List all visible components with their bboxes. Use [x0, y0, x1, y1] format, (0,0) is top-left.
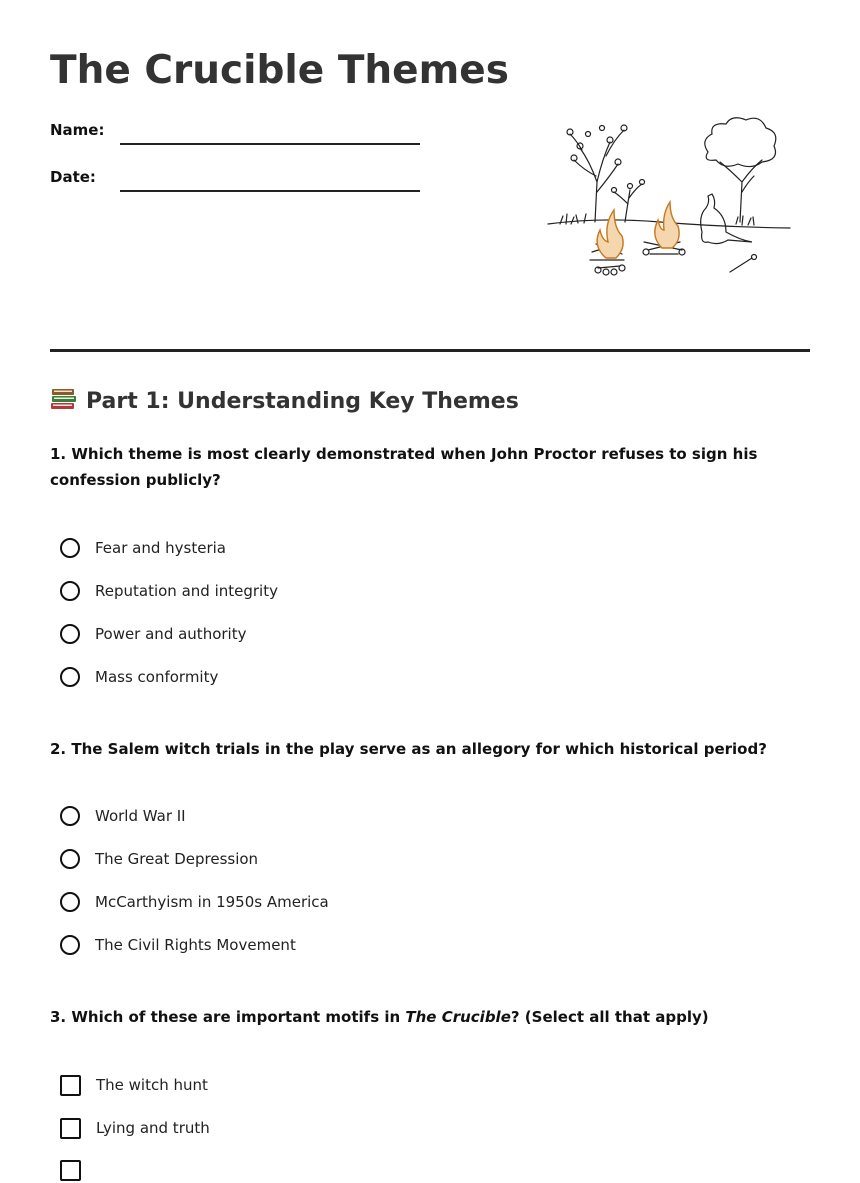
left-tree-leaves: [567, 125, 627, 165]
radio-button[interactable]: [60, 849, 80, 869]
name-field[interactable]: [120, 143, 420, 145]
section-title-part1: [50, 386, 519, 414]
campfire-trees-kangaroo-illustration: [540, 112, 796, 282]
radio-button[interactable]: [60, 581, 80, 601]
radio-button[interactable]: [60, 806, 80, 826]
q2-option-2[interactable]: [60, 846, 258, 872]
header-divider: [50, 349, 810, 352]
q3-option-2-label: Lying and truth: [96, 1119, 210, 1137]
right-tree-canopy: [705, 118, 776, 167]
right-tree: [720, 160, 762, 222]
date-field[interactable]: [120, 190, 420, 192]
flame-left: [597, 210, 623, 258]
question-2: [50, 736, 810, 762]
q1-option-2[interactable]: [60, 578, 278, 604]
q1-option-3-label: Power and authority: [95, 625, 247, 643]
radio-button[interactable]: [60, 538, 80, 558]
q3-option-1[interactable]: [60, 1072, 208, 1098]
radio-button[interactable]: [60, 892, 80, 912]
name-label: Name:: [50, 121, 105, 139]
middle-shrub: [614, 184, 642, 222]
q2-option-4-label: The Civil Rights Movement: [95, 936, 296, 954]
q1-option-4-label: Mass conformity: [95, 668, 219, 686]
q2-option-3[interactable]: [60, 889, 329, 915]
question-2-text: The Salem witch trials in the play serve as an allegory for which historical period?: [71, 740, 767, 758]
question-2-number: 2.: [50, 740, 67, 758]
flame-right: [655, 202, 679, 248]
page-title: The Crucible Themes: [50, 48, 509, 93]
q1-option-2-label: Reputation and integrity: [95, 582, 278, 600]
q2-option-1[interactable]: [60, 803, 186, 829]
roasting-stick: [730, 258, 752, 272]
radio-button[interactable]: [60, 624, 80, 644]
question-3-number: 3.: [50, 1008, 67, 1026]
q1-option-1-label: Fear and hysteria: [95, 539, 226, 557]
question-3-text-after: ? (Select all that apply): [510, 1008, 709, 1026]
question-1: [50, 441, 810, 493]
question-3-text-before: Which of these are important motifs in: [71, 1008, 406, 1026]
q3-option-1-label: The witch hunt: [96, 1076, 208, 1094]
q2-option-3-label: McCarthyism in 1950s America: [95, 893, 329, 911]
checkbox[interactable]: [60, 1160, 81, 1181]
section-title-text: Part 1: Understanding Key Themes: [86, 389, 519, 414]
q1-option-4[interactable]: [60, 664, 218, 690]
q1-option-1[interactable]: [60, 535, 226, 561]
marshmallow: [752, 255, 757, 260]
books-icon: [50, 386, 78, 412]
date-label: Date:: [50, 168, 96, 186]
checkbox[interactable]: [60, 1118, 81, 1139]
kangaroo-body: [701, 194, 752, 244]
q3-option-2[interactable]: [60, 1115, 210, 1141]
question-3: [50, 1004, 810, 1030]
radio-button[interactable]: [60, 935, 80, 955]
q2-option-2-label: The Great Depression: [95, 850, 259, 868]
question-3-book-title: The Crucible: [405, 1008, 511, 1026]
question-1-text: Which theme is most clearly demonstrated when John Proctor refuses to sign his confession publicly?: [50, 445, 758, 489]
radio-button[interactable]: [60, 667, 80, 687]
q2-option-1-label: World War II: [95, 807, 186, 825]
q1-option-3[interactable]: [60, 621, 246, 647]
grass-right: [736, 216, 754, 225]
question-1-number: 1.: [50, 445, 67, 463]
q2-option-4[interactable]: [60, 932, 296, 958]
checkbox[interactable]: [60, 1075, 81, 1096]
